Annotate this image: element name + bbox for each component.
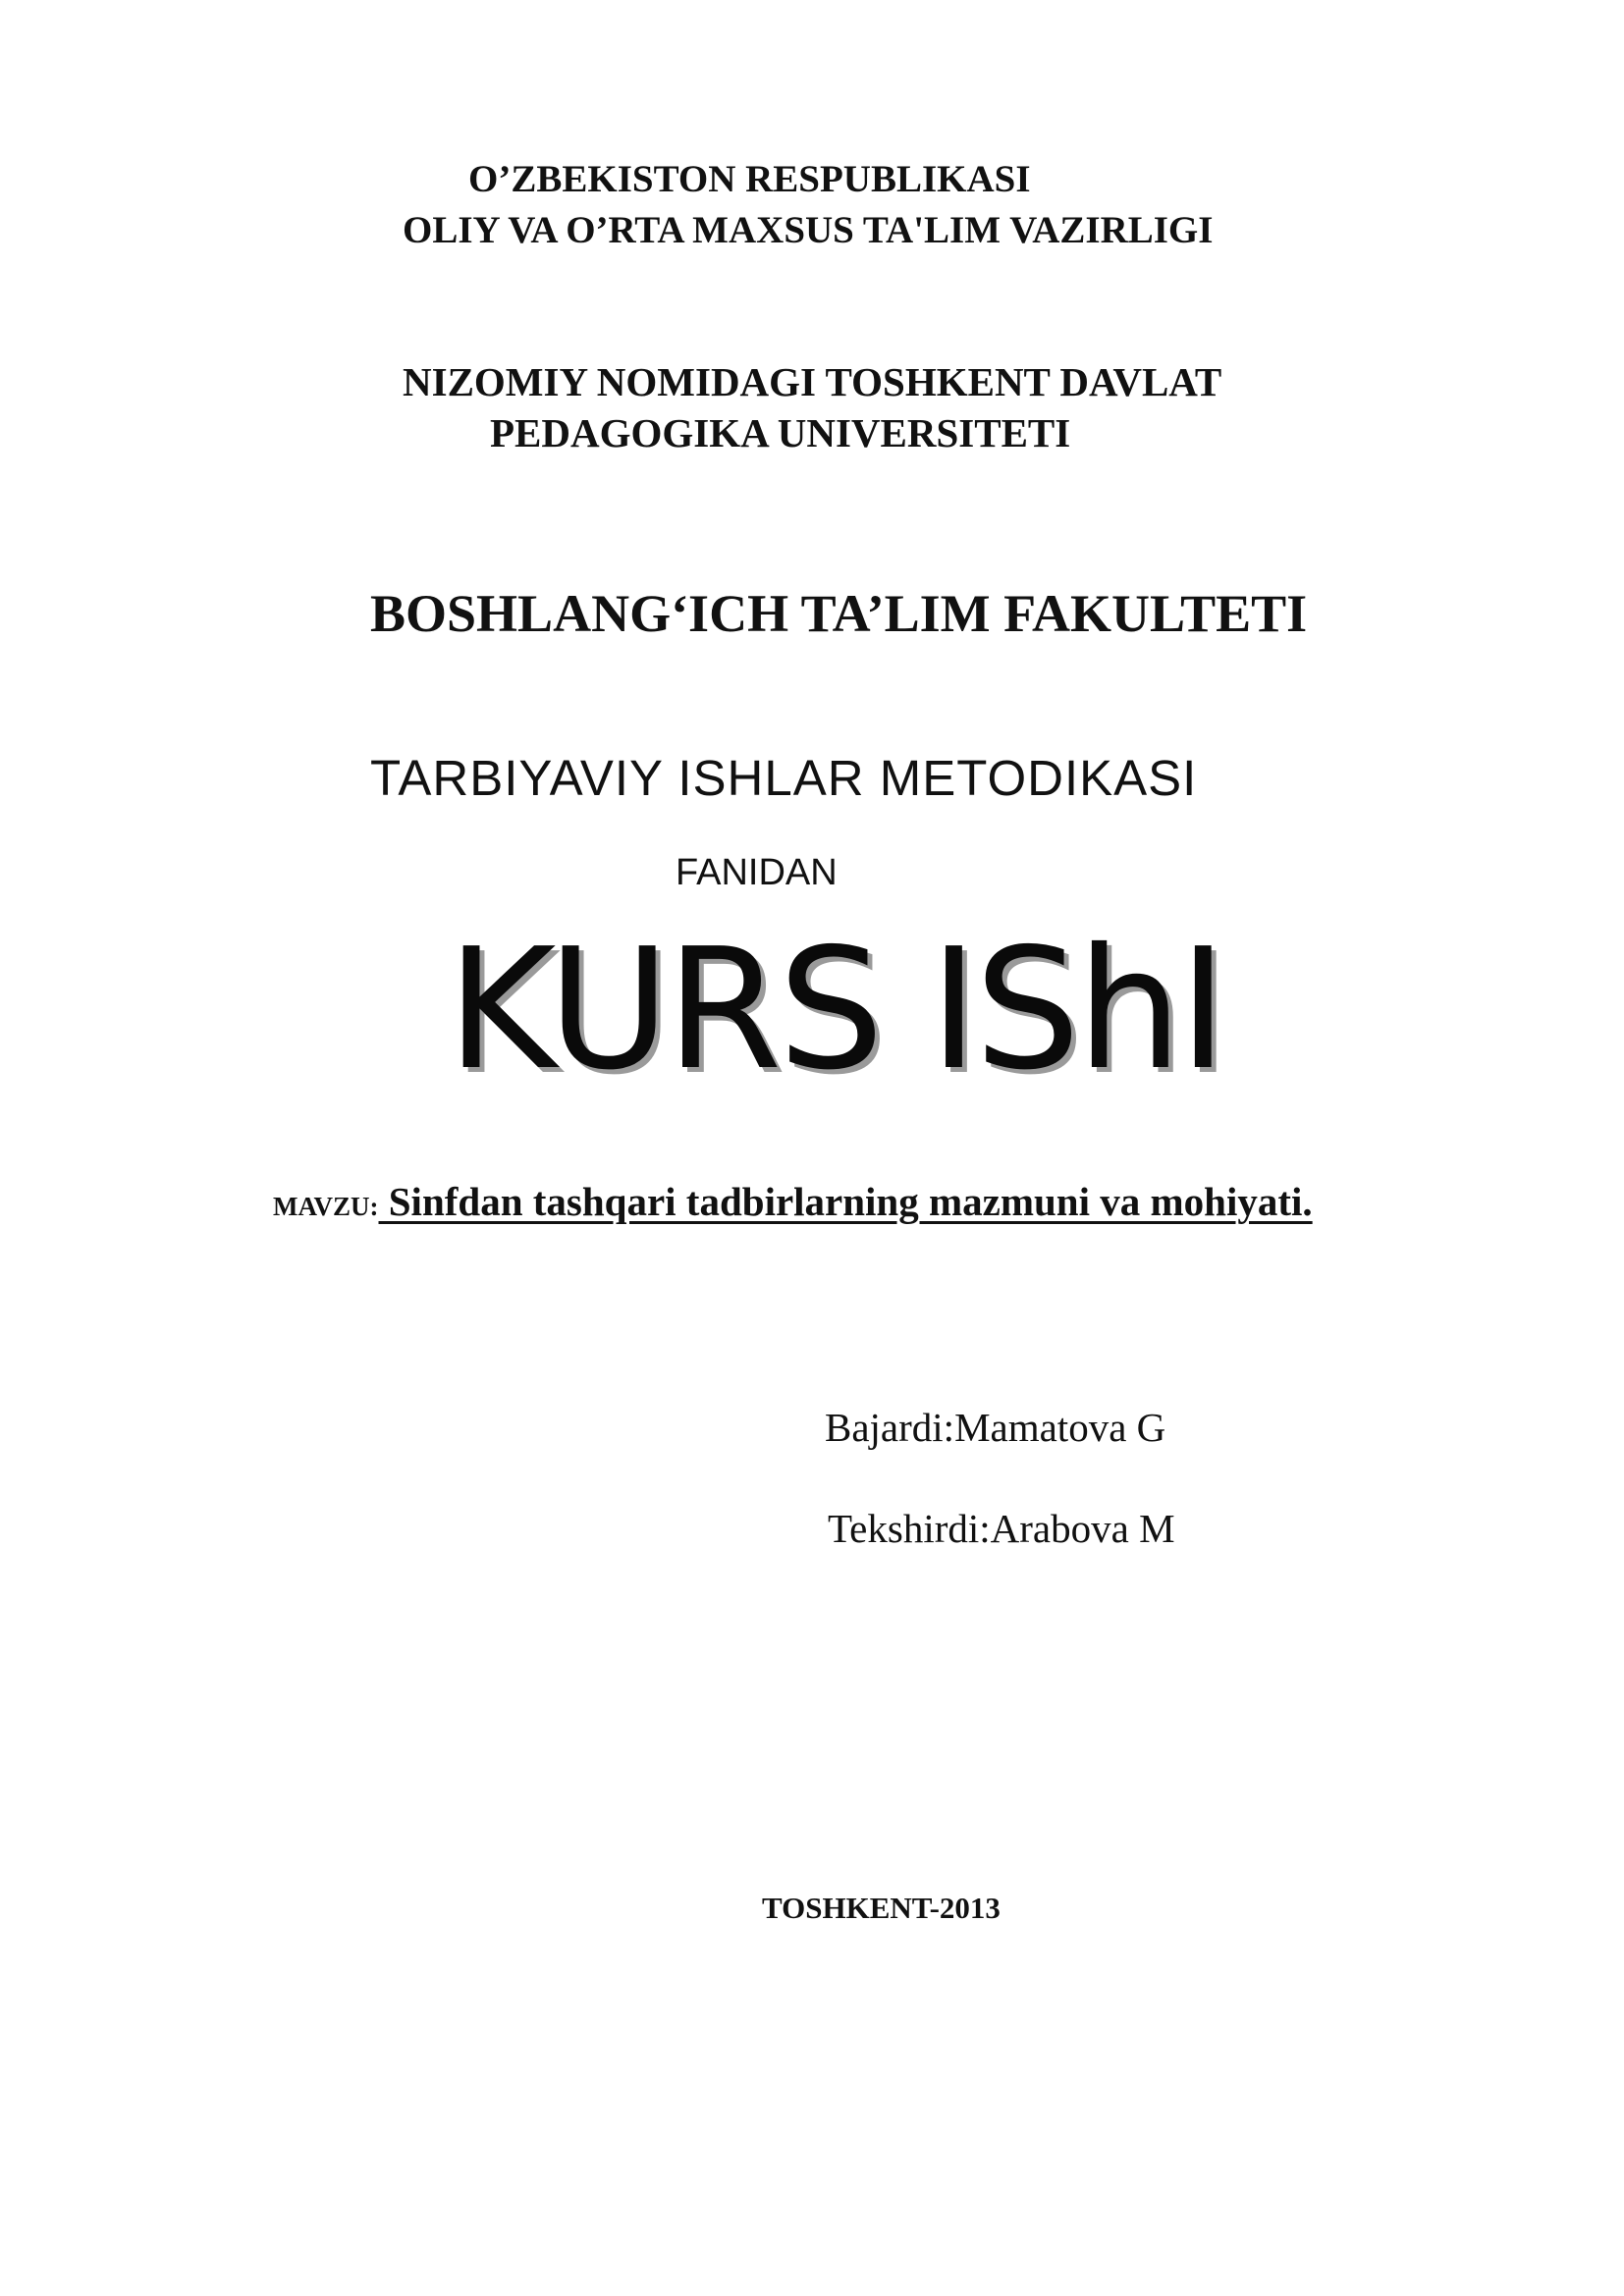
document-type-title: KURS IShI bbox=[447, 913, 1224, 1107]
topic-text: Sinfdan tashqari tadbirlarning mazmuni va mohiyati. bbox=[378, 1179, 1313, 1224]
university-line-2: PEDAGOGIKA UNIVERSITETI bbox=[490, 410, 1071, 455]
performed-by: Bajardi:Mamatova G bbox=[825, 1405, 1166, 1450]
topic-row bbox=[273, 1178, 1313, 1225]
subject-suffix: FANIDAN bbox=[676, 852, 838, 893]
topic-label: MAVZU: bbox=[273, 1192, 379, 1221]
subject-name: TARBIYAVIY ISHLAR METODIKASI bbox=[370, 750, 1198, 806]
faculty-title: BOSHLANG‘ICH TA’LIM FAKULTETI bbox=[370, 584, 1308, 643]
city-year: TOSHKENT-2013 bbox=[762, 1891, 1001, 1925]
ministry-line-1: O’ZBEKISTON RESPUBLIKASI bbox=[468, 158, 1031, 200]
ministry-line-2: OLIY VA O’RTA MAXSUS TA'LIM VAZIRLIGI bbox=[403, 209, 1214, 251]
university-line-1: NIZOMIY NOMIDAGI TOSHKENT DAVLAT bbox=[403, 359, 1222, 404]
checked-by: Tekshirdi:Arabova M bbox=[828, 1506, 1175, 1551]
